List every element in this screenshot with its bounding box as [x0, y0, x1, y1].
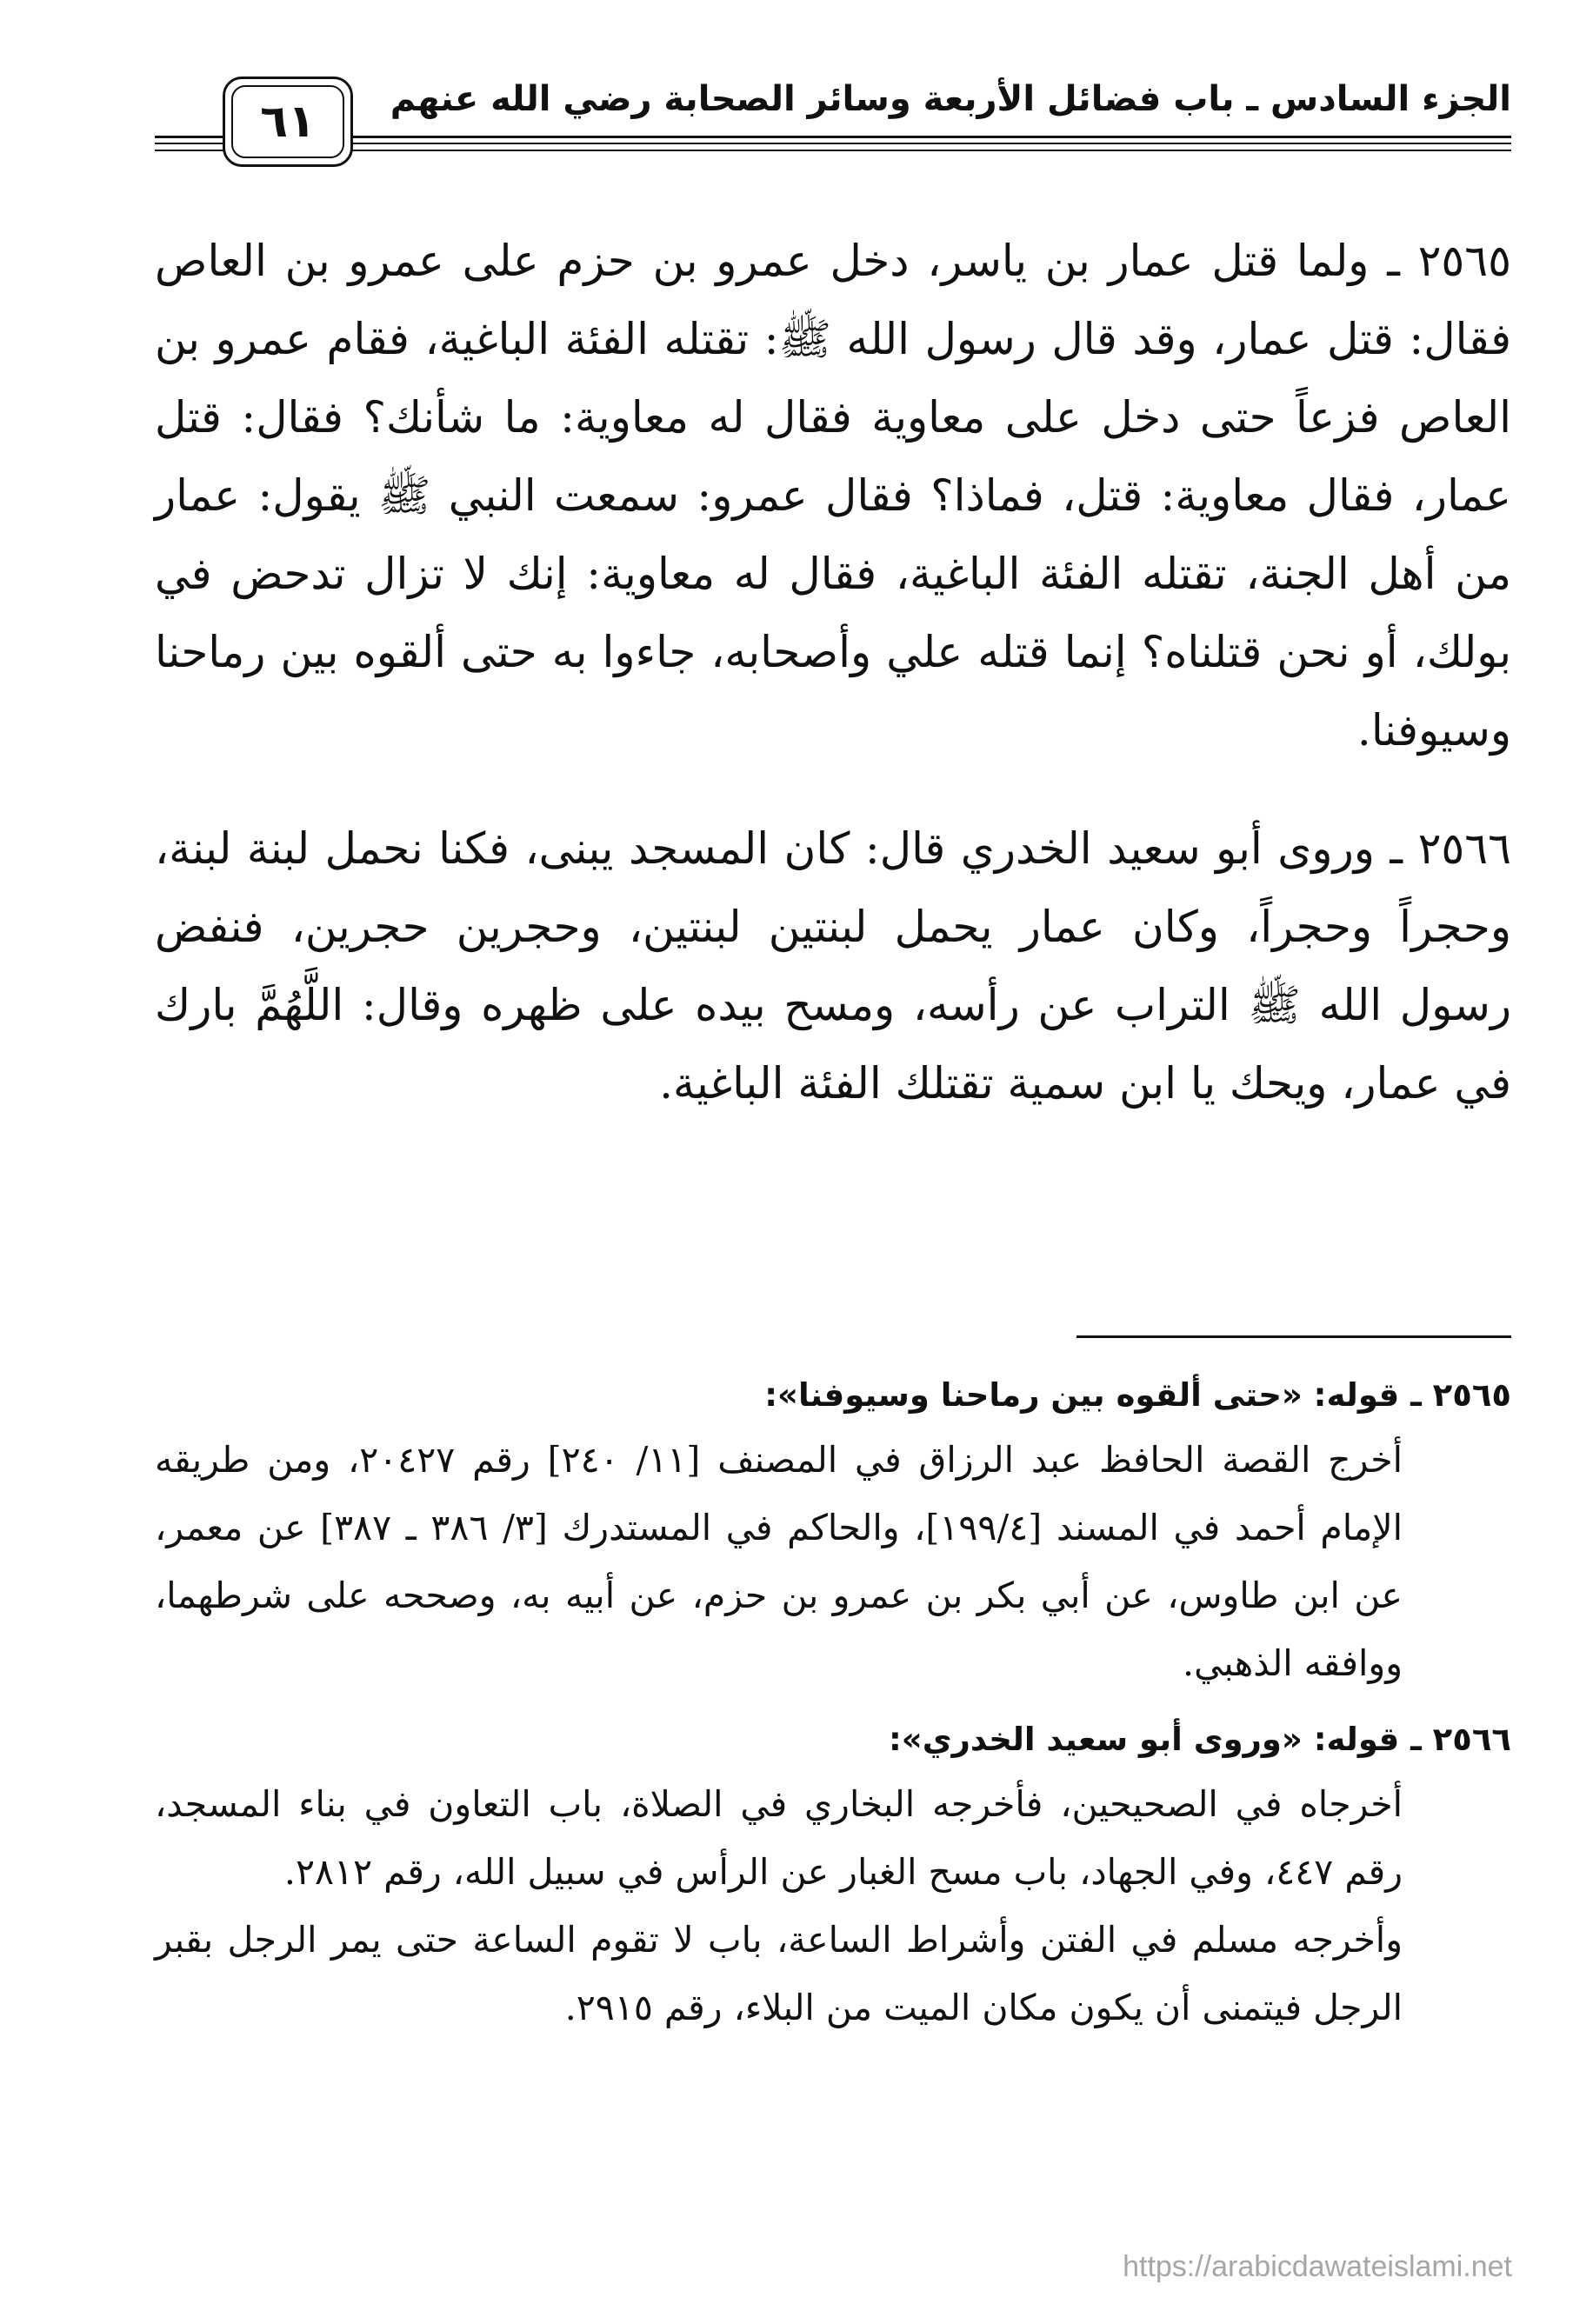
- footnote-separator: [1076, 1335, 1511, 1338]
- watermark-url: https://arabicdawateislami.net: [1123, 2250, 1512, 2283]
- footnote-heading: ٢٥٦٥ ـ قوله: «حتى ألقوه بين رماحنا وسيوفنا»:: [764, 1376, 1511, 1414]
- footnote-body: أخرج القصة الحافظ عبد الرزاق في المصنف [١١/ ٢٤٠] رقم ٢٠٤٢٧، ومن طريقه الإمام أحمد في المسند [١٩٩/٤]، والحاكم في المستدرك [٣/ ٣٨٦ ـ ٣٨٧] عن معمر، عن ابن طاوس، عن أبي بكر بن عمرو بن حزم، عن أبيه به، وصححه على شرطهما، ووافقه الذهبي.: [155, 1439, 1403, 1684]
- main-text: [155, 222, 1511, 1122]
- footnote-body-continued: وأخرجه مسلم في الفتن وأشراط الساعة، باب لا تقوم الساعة حتى يمر الرجل بقبر الرجل فيتمنى أن يكون مكان الميت من البلاء، رقم ٢٩١٥.: [155, 1919, 1403, 2028]
- header-rule: [155, 136, 1511, 138]
- footnote-2565: [155, 1365, 1511, 1697]
- page-number: ٦١: [260, 96, 316, 148]
- footnotes: [155, 1365, 1511, 2054]
- chapter-title: الجزء السادس ـ باب فضائل الأربعة وسائر الصحابة رضي الله عنهم: [390, 79, 1511, 119]
- footnote-2566: [155, 1709, 1511, 2041]
- header-rule: [155, 143, 1511, 144]
- hadith-2565: ٢٥٦٥ ـ ولما قتل عمار بن ياسر، دخل عمرو بن حزم على عمرو بن العاص فقال: قتل عمار، وقد قال رسول الله ﷺ: تقتله الفئة الباغية، فقام عمرو بن العاص فزعاً حتى دخل على معاوية فقال له معاوية: ما شأنك؟ فقال: قتل عمار، فقال معاوية: قتل، فماذا؟ فقال عمرو: سمعت النبي ﷺ يقول: عمار من أهل الجنة، تقتله الفئة الباغية، فقال له معاوية: إنك لا تزال تدحض في بولك، أو نحن قتلناه؟ إنما قتله علي وأصحابه، جاءوا به حتى ألقوه بين رماحنا وسيوفنا.: [155, 236, 1511, 756]
- page-number-frame: [223, 77, 353, 167]
- page-header: [155, 70, 1511, 174]
- hadith-2566: ٢٥٦٦ ـ وروى أبو سعيد الخدري قال: كان المسجد يبنى، فكنا نحمل لبنة لبنة، وحجراً وحجراً، وكان عمار يحمل لبنتين لبنتين، وحجرين حجرين، فنفض رسول الله ﷺ التراب عن رأسه، ومسح بيده على ظهره وقال: اللَّهُمَّ بارك في عمار، ويحك يا ابن سمية تقتلك الفئة الباغية.: [155, 823, 1511, 1109]
- footnote-body: أخرجاه في الصحيحين، فأخرجه البخاري في الصلاة، باب التعاون في بناء المسجد، رقم ٤٤٧، وفي الجهاد، باب مسح الغبار عن الرأس في سبيل الله، رقم ٢٨١٢.: [155, 1783, 1403, 1893]
- footnote-heading: ٢٥٦٦ ـ قوله: «وروى أبو سعيد الخدري»:: [889, 1721, 1511, 1758]
- header-rule: [155, 150, 1511, 151]
